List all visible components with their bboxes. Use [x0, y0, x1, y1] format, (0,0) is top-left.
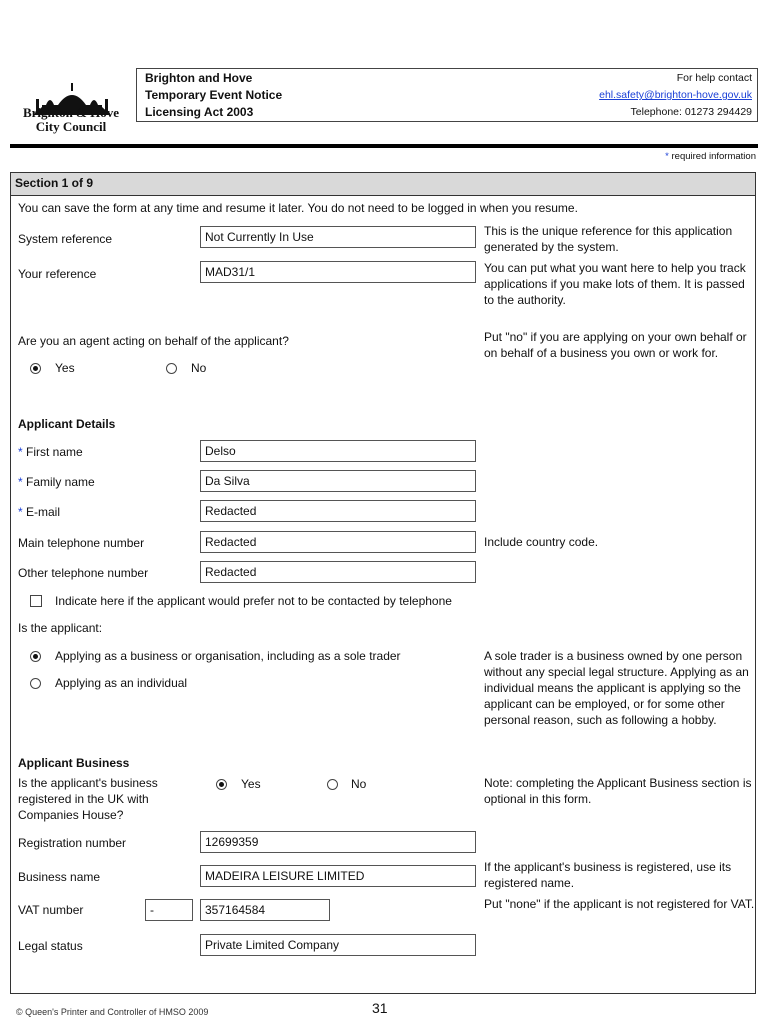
- registered-help: Note: completing the Applicant Business section is optional in this form.: [484, 776, 752, 806]
- family-name-label: * Family name: [18, 475, 95, 489]
- agent-no-label: No: [191, 361, 207, 375]
- header-divider: [10, 144, 758, 148]
- applicant-business-heading: Applicant Business: [18, 756, 130, 770]
- main-phone-help: Include country code.: [484, 535, 599, 549]
- help-email-link[interactable]: ehl.safety@brighton-hove.gov.uk: [599, 89, 752, 101]
- help-label: For help contact: [676, 72, 752, 84]
- required-note: * required information: [665, 151, 756, 162]
- section-intro: You can save the form at any time and resume it later. You do not need to be logged in when you resume.: [18, 201, 578, 215]
- first-name-label: * First name: [18, 445, 83, 459]
- system-reference-label: System reference: [18, 232, 113, 246]
- legal-status-input[interactable]: Private Limited Company: [200, 934, 476, 956]
- agent-no-radio[interactable]: [166, 363, 177, 374]
- business-name-input[interactable]: MADEIRA LEISURE LIMITED: [200, 865, 476, 887]
- help-contact: [599, 70, 752, 121]
- your-reference-help: You can put what you want here to help you track applications if you make lots of them. It is passed to the authority.: [484, 261, 746, 307]
- first-name-input[interactable]: Delso: [200, 440, 476, 462]
- your-reference-field[interactable]: MAD31/1: [200, 261, 476, 283]
- email-label: * E-mail: [18, 505, 61, 519]
- vat-number-help: Put "none" if the applicant is not registered for VAT.: [484, 897, 755, 911]
- business-name-help: If the applicant's business is registered, use its registered name.: [484, 860, 732, 890]
- registered-question: Is the applicant's business registered in the UK with Companies House?: [18, 776, 158, 822]
- applicant-business-radio[interactable]: [30, 651, 41, 662]
- vat-number-label: VAT number: [18, 903, 84, 917]
- agent-help: Put "no" if you are applying on your own behalf or on behalf of a business you own or work for.: [484, 330, 747, 360]
- other-phone-input[interactable]: Redacted: [200, 561, 476, 583]
- system-reference-field[interactable]: Not Currently In Use: [200, 226, 476, 248]
- agent-yes-label: Yes: [55, 361, 75, 375]
- applicant-business-label: Applying as a business or organisation, including as a sole trader: [55, 649, 401, 663]
- section-title: Section 1 of 9: [15, 176, 94, 190]
- registered-no-label: No: [351, 777, 367, 791]
- email-input[interactable]: Redacted: [200, 500, 476, 522]
- applicant-individual-label: Applying as an individual: [55, 676, 188, 690]
- main-phone-label: Main telephone number: [18, 536, 145, 550]
- applicant-type-help: A sole trader is a business owned by one person without any special legal structure. Applying as an individual means the applicant is applying so the applicant can be employed, or for some other personal reason, such as following a hobby.: [484, 649, 749, 727]
- help-phone: Telephone: 01273 294429: [630, 106, 752, 118]
- applicant-individual-radio[interactable]: [30, 678, 41, 689]
- other-phone-label: Other telephone number: [18, 566, 149, 580]
- system-reference-help: This is the unique reference for this application generated by the system.: [484, 224, 733, 254]
- your-reference-label: Your reference: [18, 267, 97, 281]
- business-name-label: Business name: [18, 870, 101, 884]
- registered-yes-label: Yes: [241, 777, 261, 791]
- vat-prefix-input[interactable]: -: [145, 899, 193, 921]
- family-name-input[interactable]: Da Silva: [200, 470, 476, 492]
- applicant-details-heading: Applicant Details: [18, 417, 116, 431]
- no-phone-contact-checkbox[interactable]: [30, 595, 42, 607]
- council-logo-text: Brighton & Hove City Council: [22, 105, 120, 134]
- page-number: 31: [372, 1000, 388, 1016]
- section-header-bar: [11, 173, 755, 196]
- main-phone-input[interactable]: Redacted: [200, 531, 476, 553]
- no-phone-contact-label: Indicate here if the applicant would prefer not to be contacted by telephone: [55, 594, 452, 608]
- agent-question: Are you an agent acting on behalf of the applicant?: [18, 334, 289, 348]
- agent-yes-radio[interactable]: [30, 363, 41, 374]
- form-title: Brighton and Hove Temporary Event Notice Licensing Act 2003: [145, 71, 283, 119]
- legal-status-label: Legal status: [18, 939, 83, 953]
- registration-number-label: Registration number: [18, 836, 127, 850]
- registered-no-radio[interactable]: [327, 779, 338, 790]
- vat-number-input[interactable]: 357164584: [200, 899, 330, 921]
- registration-number-input[interactable]: 12699359: [200, 831, 476, 853]
- applicant-type-question: Is the applicant:: [18, 621, 103, 635]
- registered-yes-radio[interactable]: [216, 779, 227, 790]
- copyright-footer: © Queen's Printer and Controller of HMSO 2009: [16, 1007, 209, 1017]
